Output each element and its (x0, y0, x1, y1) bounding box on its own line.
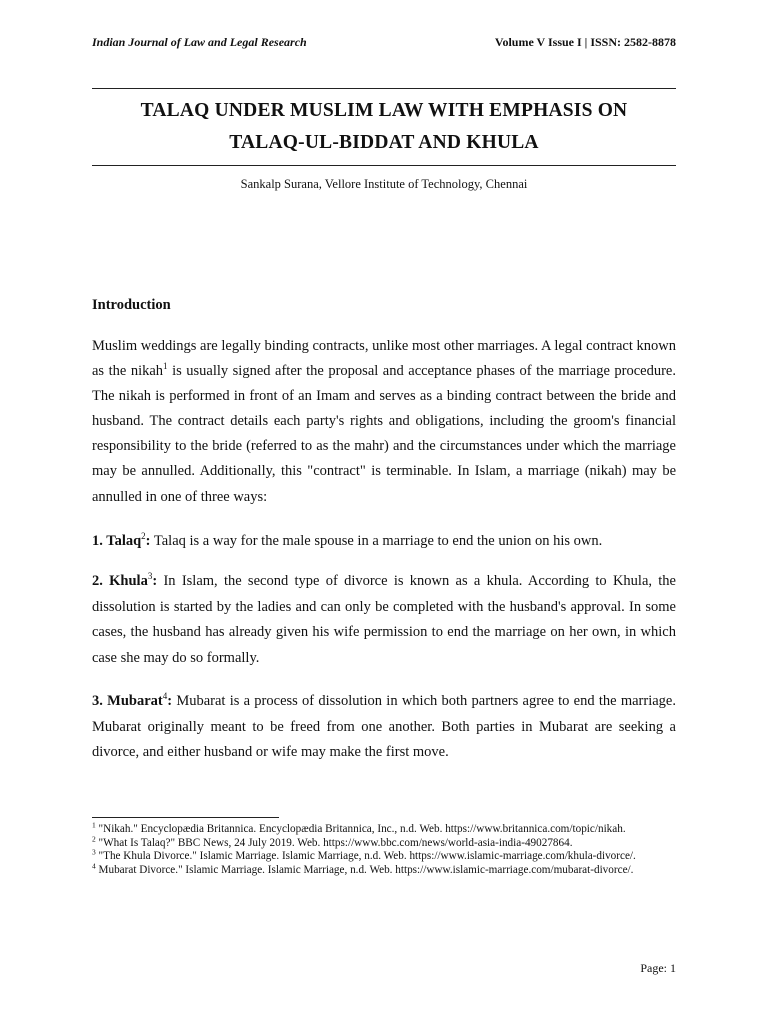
footnote-item (92, 860, 676, 878)
intro-text-part2: is usually signed after the proposal and acceptance phases of the marriage procedure. The nikah is performed in front of an Imam and serves as a binding contract between the bride and husband. The contract details each party's rights and obligations, including the groom's financial responsibility to the bride (referred to as the mahr) and the circumstances under which the marriage may be annulled. Additionally, this "contract" is terminable. In Islam, a marriage (nikah) may be annulled in one of three ways: (92, 363, 676, 505)
footnote-ref[interactable]: 3 (147, 571, 153, 582)
footnote-ref[interactable]: 4 (162, 691, 168, 702)
running-header (92, 35, 676, 50)
footnote-number: 2 (92, 833, 96, 843)
list-item-colon: : (145, 533, 151, 549)
list-item-label: 1. Talaq (92, 533, 142, 549)
list-item (92, 689, 676, 766)
volume-issn: Volume V Issue I | ISSN: 2582-8878 (494, 35, 676, 49)
footnote-ref[interactable]: 2 (141, 531, 146, 542)
introduction-heading-block (92, 293, 676, 317)
footnote-text: Mubarat Divorce." Islamic Marriage. Islamic Marriage, n.d. Web. https://www.islamic-marriage.com/mubarat-divorce/. (95, 863, 634, 876)
title-line-1: TALAQ UNDER MUSLIM LAW WITH EMPHASIS ON (140, 100, 628, 121)
footnotes (92, 820, 676, 877)
list-item-colon: : (167, 693, 173, 709)
footnote-number: 3 (92, 847, 96, 857)
footnote-text: "Nikah." Encyclopædia Britannica. Encyclopædia Britannica, Inc., n.d. Web. https://www.britannica.com/topic/nikah. (95, 823, 626, 835)
footnote-item (92, 847, 676, 864)
page-number: Page: 1 (640, 961, 676, 975)
footnote-item (92, 820, 676, 837)
intro-text-part1: Muslim weddings are legally binding contracts, unlike most other marriages. A legal contract known as the nikah (92, 338, 676, 380)
introduction-paragraph (92, 334, 676, 510)
footnote-text: "The Khula Divorce." Islamic Marriage. Islamic Marriage, n.d. Web. https://www.islamic-marriage.com/khula-divorce/. (95, 850, 636, 862)
title-line-2: TALAQ-UL-BIDDAT AND KHULA (229, 132, 539, 153)
list-item-text: In Islam, the second type of divorce is known as a khula. According to Khula, the dissolution is started by the ladies and can only be completed with the husband's approval. In some cases, the husband has already given his wife permission to end the marriage on her own, in which case she may do so formally. (92, 573, 676, 666)
section-heading: Introduction (92, 297, 171, 313)
footnote-text: "What Is Talaq?" BBC News, 24 July 2019. Web. https://www.bbc.com/news/world-asia-india-49027864. (95, 836, 573, 849)
list-item-label: 3. Mubarat (92, 693, 163, 709)
author-affiliation: Sankalp Surana, Vellore Institute of Technology, Chennai (240, 177, 528, 191)
footnote-number: 1 (92, 820, 96, 830)
list-item-text: Mubarat is a process of dissolution in which both partners agree to end the marriage. Mubarat originally meant to be freed from one another. Both parties in Mubarat are seeking a divorce, and either husband or wife may make the first move. (92, 693, 676, 761)
list-item-label: 2. Khula (92, 573, 148, 589)
list-item (92, 569, 676, 671)
list-item-text: Talaq is a way for the male spouse in a marriage to end the union on his own. (150, 533, 603, 549)
footnote-number: 4 (92, 860, 96, 870)
footnote-separator (92, 817, 279, 818)
footnote-ref[interactable]: 1 (163, 361, 168, 372)
list-item-colon: : (152, 573, 158, 589)
list-item (92, 529, 676, 553)
footnote-item (92, 833, 676, 851)
title-block (92, 88, 676, 166)
journal-name: Indian Journal of Law and Legal Research (92, 35, 307, 49)
